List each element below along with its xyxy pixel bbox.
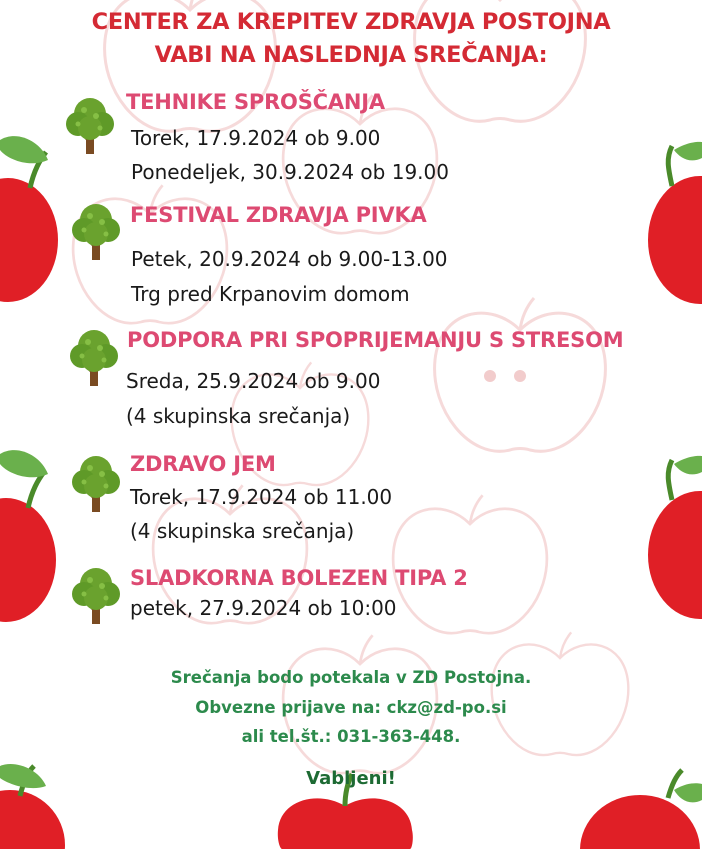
event-date: Torek, 17.9.2024 ob 9.00: [131, 126, 381, 150]
event-date: Torek, 17.9.2024 ob 11.00: [130, 485, 393, 509]
page-header: [0, 6, 702, 72]
header-line-1: CENTER ZA KREPITEV ZDRAVJA POSTOJNA: [91, 9, 611, 35]
footer-location: Srečanja bodo potekala v ZD Postojna.: [170, 668, 532, 687]
tree-icon: [68, 326, 120, 388]
apple-icon: [648, 456, 702, 619]
event-date: Petek, 20.9.2024 ob 9.00-13.00: [131, 247, 448, 271]
event-title: FESTIVAL ZDRAVJA PIVKA: [130, 203, 427, 227]
event-note: (4 skupinska srečanja): [126, 404, 351, 428]
apple-icon: [0, 136, 58, 302]
event-date: petek, 27.9.2024 ob 10:00: [130, 596, 397, 620]
event-date: Ponedeljek, 30.9.2024 ob 19.00: [131, 160, 449, 184]
event-title: PODPORA PRI SPOPRIJEMANJU S STRESOM: [127, 328, 624, 352]
footer-phone: ali tel.št.: 031-363-448.: [241, 727, 461, 746]
apple-icon: [0, 450, 56, 622]
closing-text: Vabljeni!: [306, 768, 396, 789]
event-title: SLADKORNA BOLEZEN TIPA 2: [130, 566, 468, 590]
event-location: Trg pred Krpanovim domom: [131, 282, 410, 306]
event-note: (4 skupinska srečanja): [130, 519, 355, 543]
tree-icon: [70, 452, 122, 514]
apple-icon: [648, 142, 702, 304]
tree-icon: [70, 200, 122, 262]
footer-registration: Obvezne prijave na: ckz@zd-po.si: [195, 698, 507, 717]
event-title: TEHNIKE SPROŠČANJA: [126, 90, 385, 114]
header-line-2: VABI NA NASLEDNJA SREČANJA:: [154, 42, 548, 68]
event-title: ZDRAVO JEM: [130, 452, 276, 476]
event-date: Sreda, 25.9.2024 ob 9.00: [126, 369, 381, 393]
tree-icon: [70, 564, 122, 626]
tree-icon: [64, 94, 116, 156]
